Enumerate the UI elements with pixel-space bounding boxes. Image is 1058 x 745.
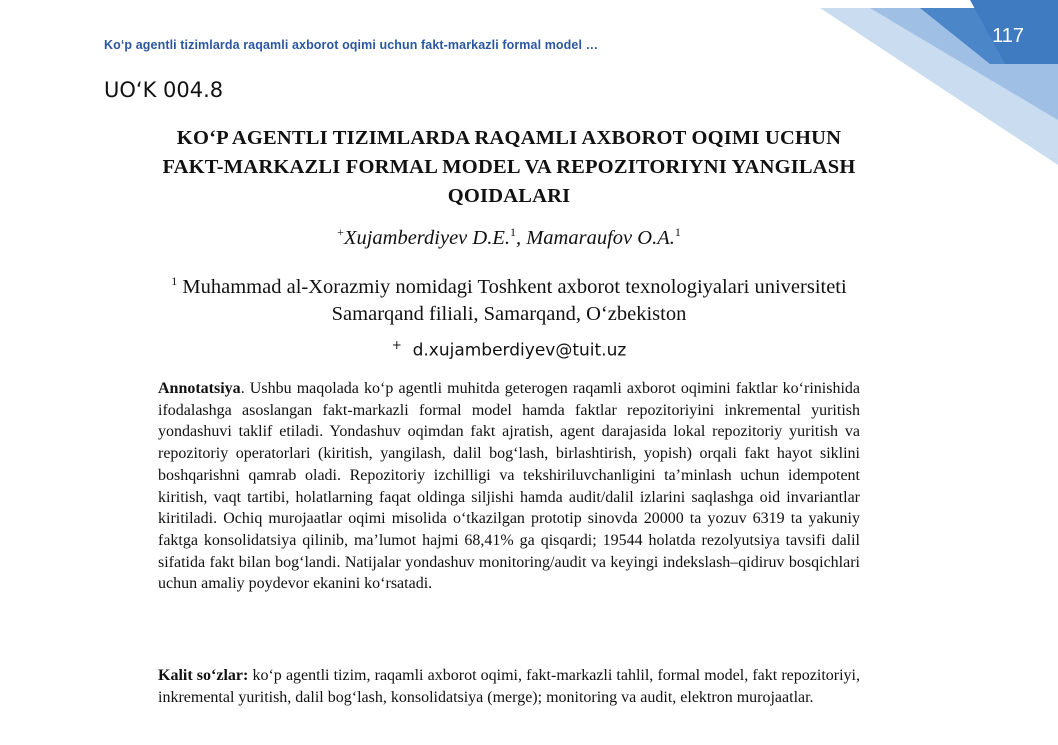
running-header: Ko‘p agentli tizimlarda raqamli axborot oqimi uchun fakt-markazli formal model … [104,38,599,52]
page-number: 117 [992,25,1024,47]
authors-line [104,225,914,250]
paper-title [104,124,914,211]
author-affiliation-mark: 1 [674,225,681,239]
title-line: QOIDALARI [447,185,571,207]
author-name: Mamaraufov O.A. [526,226,675,249]
udk-code: UO‘K 004.8 [104,78,224,102]
email-mark: + [391,338,402,352]
abstract-label: Annotatsiya [158,380,241,397]
email-address: d.xujamberdiyev@tuit.uz [412,340,627,361]
affiliation-line: Samarqand filiali, Samarqand, O‘zbekiston [331,302,687,325]
corresponding-mark: + [337,225,344,239]
affiliation-line [104,268,914,301]
abstract [158,378,860,595]
affiliation-text: Muhammad al-Xorazmiy nomidagi Toshkent axborot texnologiyalari universiteti [182,275,847,298]
title-line: FAKT-MARKAZLI FORMAL MODEL VA REPOZITORIYNI YANGILASH [162,156,856,178]
keywords [158,665,860,708]
author-affiliation-mark: 1 [509,225,516,239]
contact-email [104,338,914,361]
keywords-text: ko‘p agentli tizim, raqamli axborot oqimi, fakt-markazli tahlil, formal model, fakt repozitoriyi, inkremental yuritish, dalil bog‘lash, konsolidatsiya (merge); monitoring va audit, elektron murojaatlar. [158,667,860,706]
author-name: Xujamberdiyev D.E. [343,226,510,249]
affiliation [104,268,914,328]
author-separator: , [515,226,527,249]
abstract-text: . Ushbu maqolada ko‘p agentli muhitda geterogen raqamli axborot oqimini faktlar ko‘rinishida ifodalashga asoslangan fakt-markazli formal model hamda faktlar repozitoriyini inkremental yuritish yondashuvi taklif etiladi. Yondashuv oqimdan fakt ajratish, agent darajasida lokal repozitoriy yuritish va repozitoriy operatorlari (kiritish, yangilash, dalil bog‘lash, birlashtirish, yopish) orqali fakt hayot siklini boshqarishni qamrab oladi. Repozitoriy izchilligi va tekshiriluvchanligini ta’minlash uchun idempotent kiritish, vaqt tartibi, holatlarning faqat oldinga siljishi hamda audit/dalil izlarini saqlashga oid invariantlar kiritiladi. Ochiq murojaatlar oqimi misolida o‘tkazilgan prototip sinovda 20000 ta yozuv 6319 ta yakuniy faktga konsolidatsiya qilinib, ma’lumot hajmi 68,41% ga qisqardi; 19544 holatda rezolyutsiya tavsifi dalil sifatida fakt bilan bog‘landi. Natijalar yondashuv monitoring/audit va keyingi indekslash–qidiruv bosqichlari uchun amaliy poydevor ekanini ko‘rsatadi. [158,380,860,593]
affiliation-number: 1 [171,274,178,288]
title-line: KO‘P AGENTLI TIZIMLARDA RAQAMLI AXBOROT OQIMI UCHUN [176,127,842,149]
keywords-label: Kalit so‘zlar: [158,667,249,684]
